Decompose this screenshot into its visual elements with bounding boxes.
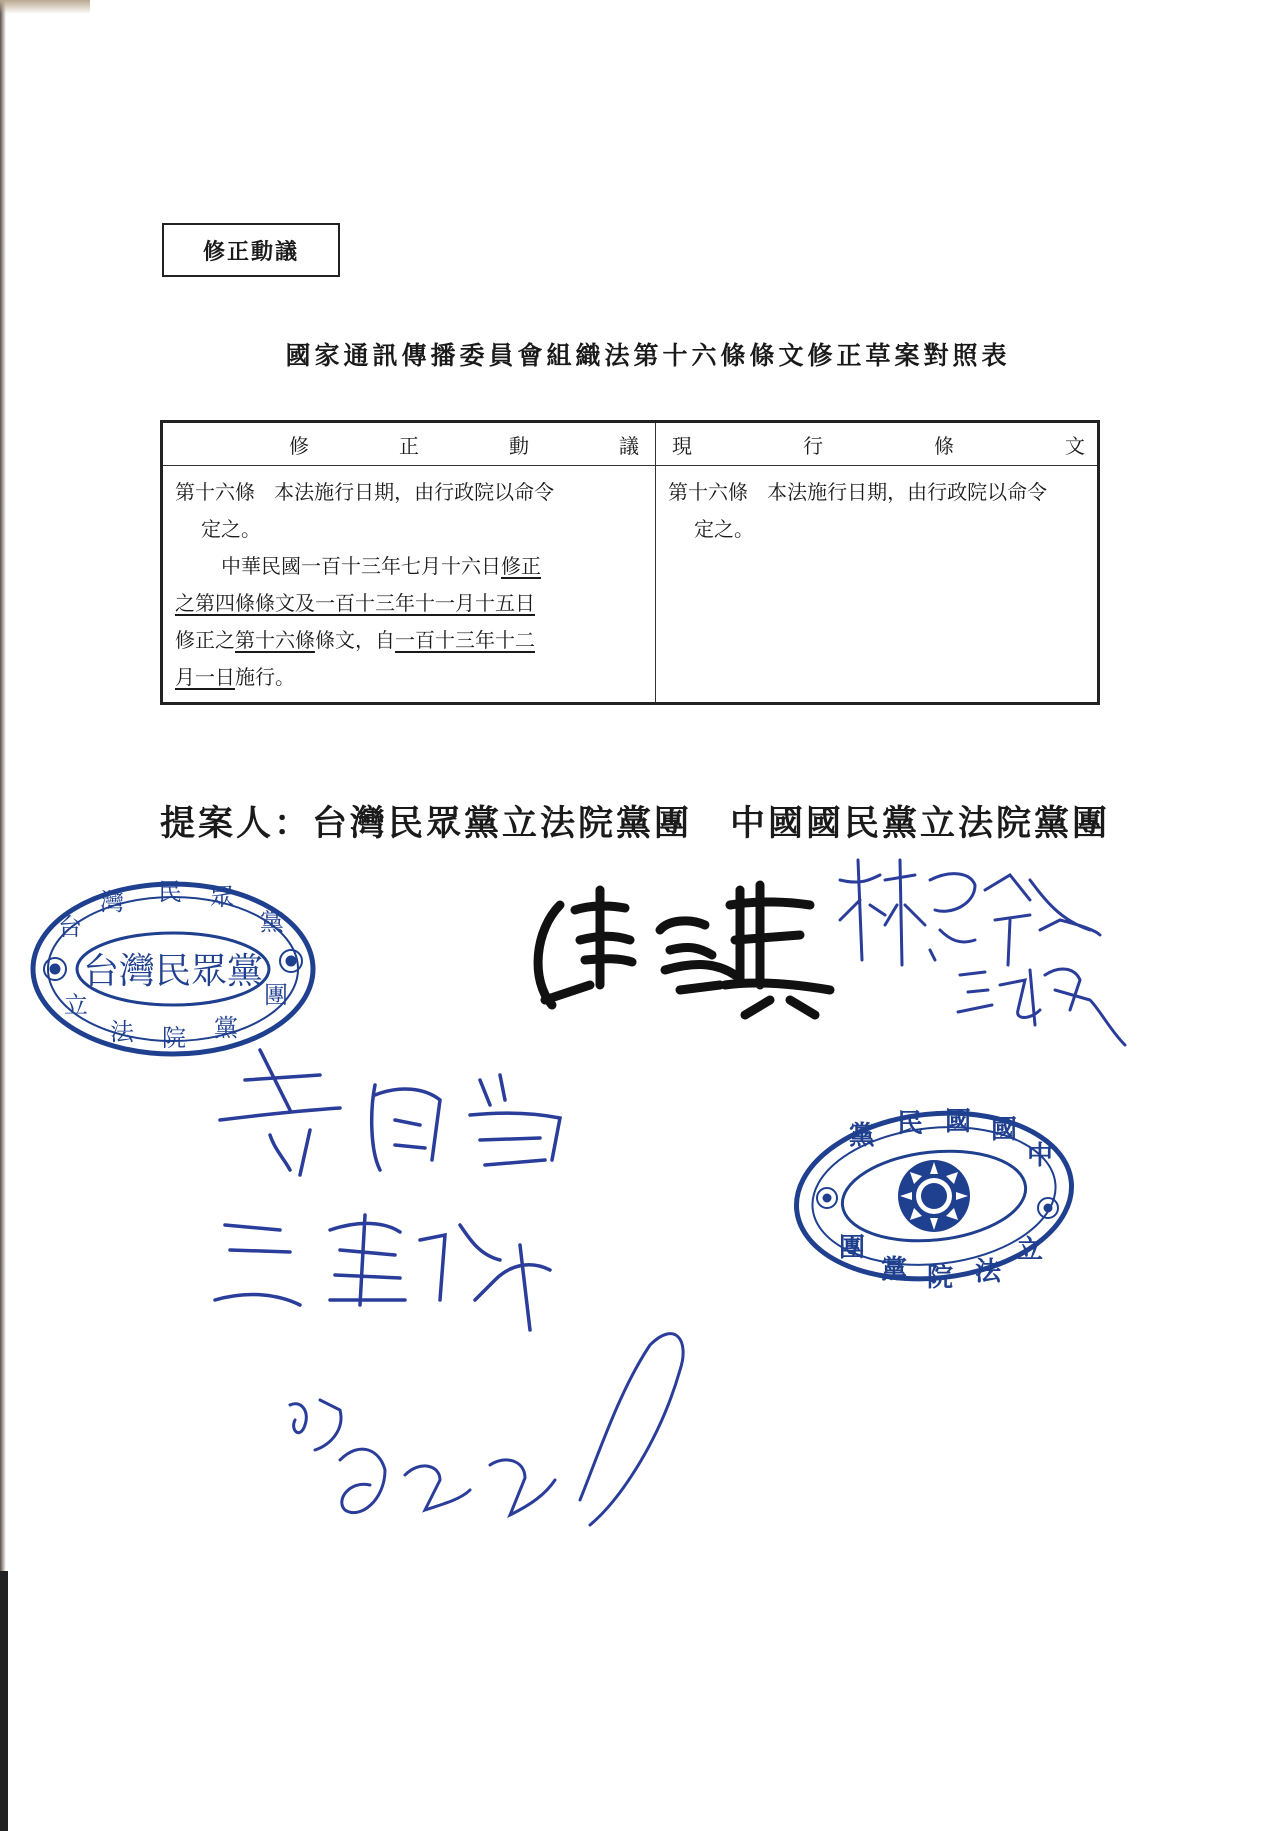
header-char: 現 [672,433,692,458]
amend-underlined: 月一日 [175,665,235,689]
seal-ring-char: 團 [838,1233,866,1263]
current-line-1b: 定之。 [694,517,754,541]
scan-corner [0,0,90,14]
header-char: 動 [509,433,529,458]
amend-text: 修正之 [175,628,235,652]
seal-ring-char: 中 [1026,1141,1054,1171]
comparison-table [160,420,1100,705]
header-char: 條 [934,433,954,458]
seal-ring-char: 台 [58,913,82,941]
emblem-icon [280,950,302,972]
sun-emblem-icon [898,1160,970,1232]
motion-line-1: 本法施行日期，由行政院以命令 [274,480,555,504]
motion-line-1b: 定之。 [201,517,261,541]
table-row [162,466,1099,704]
seal-ring-char: 立 [64,991,88,1019]
seal-ring-char: 灣 [100,888,124,916]
tpp-seal [33,878,313,1054]
seal-ring-char: 黨 [848,1121,876,1151]
header-char: 文 [1065,433,1085,458]
article-number: 第十六條 [175,480,255,504]
signature-wu [215,1215,550,1330]
amend-text: 條文，自 [315,628,395,652]
seal-ring-char: 團 [264,981,288,1009]
amend-text: 中華民國一百十三年七月十六日 [221,554,501,578]
header-char: 正 [399,433,419,458]
seal-ring-char: 立 [1016,1235,1044,1265]
scan-edge [0,0,6,1831]
seal-ring-char: 國 [944,1107,972,1137]
seal-ring-char: 國 [990,1115,1018,1145]
amend-underlined: 一百十三年十一月十五日 [315,591,535,615]
signature-fifth [290,1334,683,1525]
seal-ring-char: 法 [974,1257,1002,1287]
header-char: 行 [803,433,823,458]
seal-ring-char: 法 [110,1018,134,1046]
motion-label-box [162,223,340,277]
motion-para-1 [175,474,645,548]
seal-ring-char: 院 [926,1263,954,1293]
amend-underlined: 一百十三年十二 [395,628,535,652]
table-header-row [162,422,1099,466]
current-line-1: 本法施行日期，由行政院以命令 [767,480,1048,504]
seal-ring-char: 黨 [880,1255,908,1285]
seal-ring-char: 民 [158,878,182,906]
header-char: 議 [619,433,639,458]
amend-text: 施行。 [235,665,295,689]
seal-ring-char: 民 [896,1109,924,1139]
header-char: 修 [289,433,309,458]
amend-underlined: 修正 [501,554,541,578]
emblem-icon [286,956,296,966]
amend-underlined: 第十六條 [235,628,315,652]
signature-fu [538,885,830,1015]
current-cell [656,466,1099,704]
emblem-icon [1044,1204,1052,1212]
motion-para-2 [175,548,645,696]
seal-center-text: 台灣民眾黨 [82,951,264,992]
document-title: 國家通訊傳播委員會組織法第十六條條文修正草案對照表 [285,341,1011,370]
signature-huang [220,1050,560,1175]
emblem-icon [44,958,66,980]
article-number: 第十六條 [668,480,748,504]
header-current [656,422,1099,466]
proposer-line: 提案人：台灣民眾黨立法院黨團 中國國民黨立法院黨團 [160,803,1111,844]
motion-label: 修正動議 [202,238,299,265]
amend-underlined: 之第四條條文及 [175,591,315,615]
motion-cell [162,466,656,704]
header-motion [162,422,656,466]
emblem-icon [1038,1198,1058,1218]
seal-ring-char: 黨 [260,908,284,936]
emblem-icon [50,964,60,974]
emblem-icon [823,1194,831,1202]
signature-wang [958,969,1125,1045]
seal-ring-char: 院 [162,1024,186,1052]
kmt-seal [788,1100,1080,1293]
emblem-icon [817,1188,837,1208]
signature-lin [840,860,1100,965]
seal-ring-char: 黨 [214,1014,238,1042]
scan-mark [0,1571,8,1831]
seal-ring-char: 眾 [210,883,234,911]
